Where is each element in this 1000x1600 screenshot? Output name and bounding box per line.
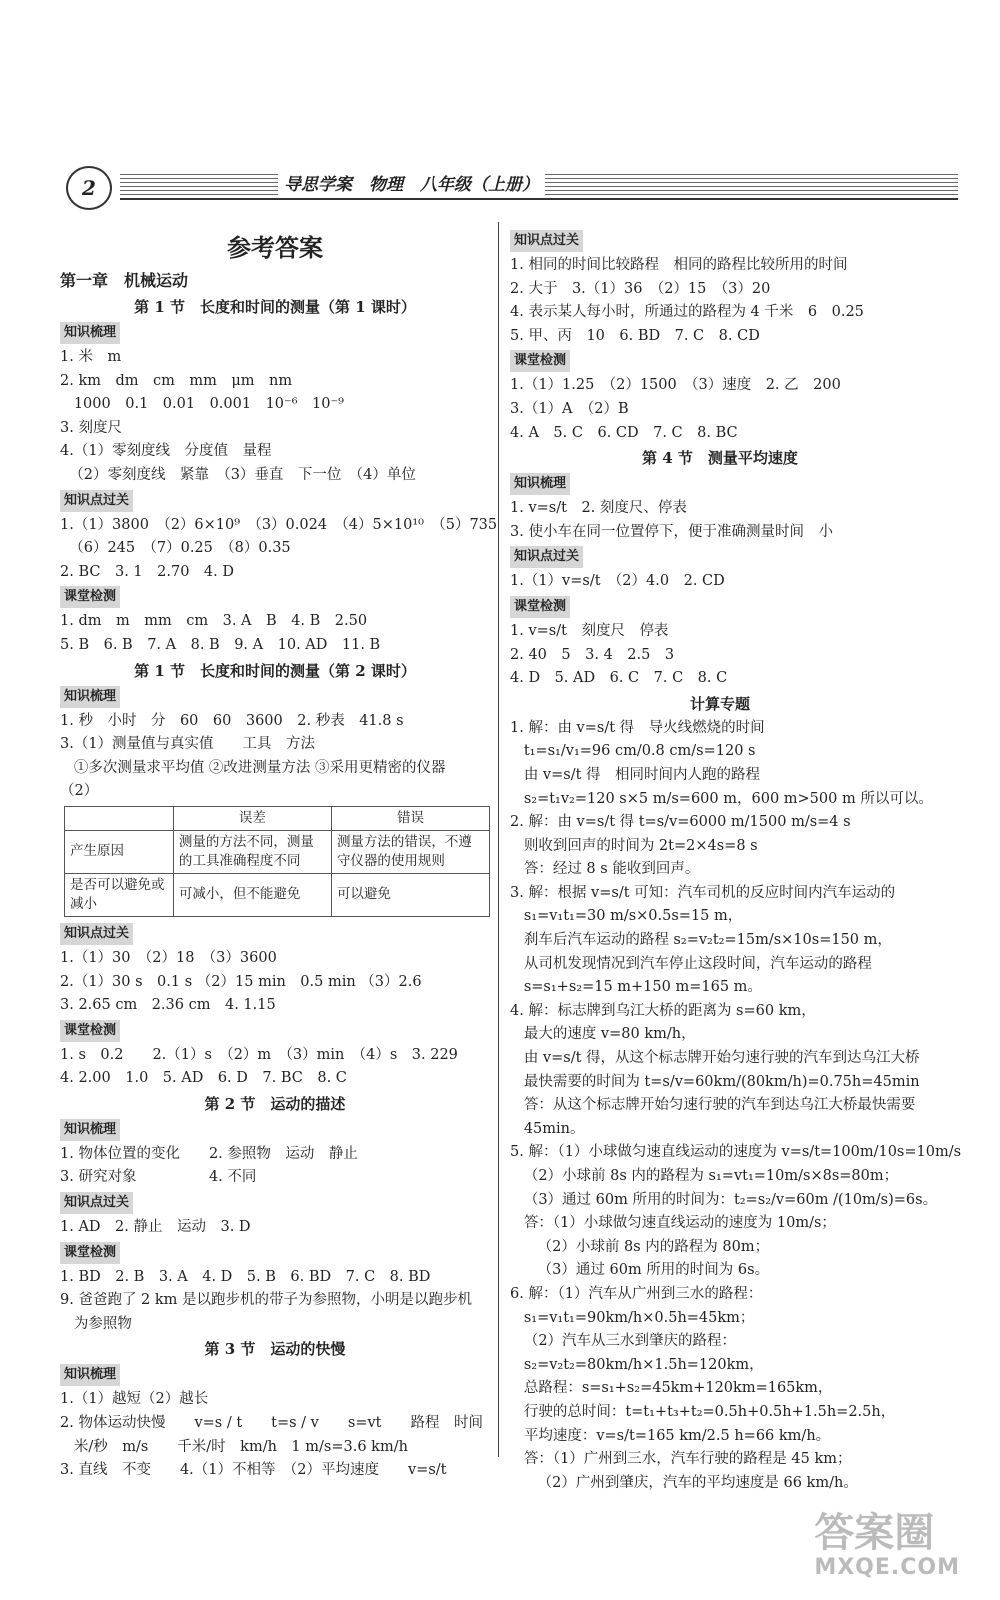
answer-line: （6）245 （7）0.25 （8）0.35 — [60, 540, 291, 557]
book-title: 导思学案 物理 八年级（上册） — [278, 170, 545, 195]
answer-line: 1. 相同的时间比较路程 相同的路程比较所用的时间 — [510, 257, 848, 273]
page-header — [60, 160, 960, 212]
answer-line: （2）小球前 8s 内的路程为 s₁=vt₁=10m/s×8s=80m； — [510, 1168, 899, 1184]
answer-line: 2. 40 5 3. 4 2.5 3 — [510, 646, 675, 663]
answer-line: 4. 解：标志牌到乌江大桥的距离为 s=60 km， — [510, 1002, 816, 1019]
answer-line: 3.（1）A （2）B — [510, 400, 629, 417]
answer-line: 3. 直线 不变 4.（1）不相等 （2）平均速度 v=s/t — [60, 1462, 447, 1479]
answer-line: 总路程：s=s₁+s₂=45km+120km=165km， — [510, 1380, 833, 1397]
section-tag: 知识梳理 — [60, 1364, 120, 1386]
section-tag: 知识点过关 — [510, 230, 583, 252]
answer-line: （2）广州到肇庆，汽车的平均速度是 66 km/h。 — [510, 1474, 858, 1491]
section-tag: 课堂检测 — [60, 1020, 120, 1042]
answer-line: 3. 解：根据 v=s/t 可知：汽车司机的反应时间内汽车运动的 — [510, 884, 896, 901]
chapter-heading: 第一章 机械运动 — [60, 271, 189, 290]
answer-line: 从司机发现情况到汽车停止这段时间，汽车运动的路程 — [510, 955, 872, 972]
answer-line: 4. 表示某人每小时，所通过的路程为 4 千米 6 0.25 — [510, 304, 864, 321]
table-header-cell: 错误 — [331, 806, 489, 830]
answer-line: 1. 解：由 v=s/t 得 导火线燃烧的时间 — [510, 719, 765, 736]
answer-line: 1000 0.1 0.01 0.001 10⁻⁶ 10⁻⁹ — [60, 396, 344, 413]
section-tag: 知识点过关 — [60, 923, 133, 945]
answer-line: 5. 甲、丙 10 6. BD 7. C 8. CD — [510, 327, 760, 344]
table-row — [65, 830, 490, 873]
answer-line: 2. km dm cm mm μm nm — [60, 372, 293, 389]
table-row — [65, 873, 490, 916]
answer-line: 3. 使小车在同一位置停下，便于准确测量时间 小 — [510, 523, 833, 540]
answer-line: s=s₁+s₂=15 m+150 m=165 m。 — [510, 979, 762, 996]
answer-line: ①多次测量求平均值 ②改进测量方法 ③采用更精密的仪器 — [60, 759, 446, 776]
table-cell: 测量的方法不同，测量的工具准确程度不同 — [173, 830, 331, 873]
answer-line: 1. dm m mm cm 3. A B 4. B 2.50 — [60, 613, 368, 630]
section-tag: 课堂检测 — [510, 350, 570, 372]
answer-line: 1. v=s/t 刻度尺 停表 — [510, 622, 669, 639]
section-heading: 计算专题 — [689, 694, 750, 713]
answer-line: 1.（1）v=s/t （2）4.0 2. CD — [510, 573, 725, 590]
answer-line: 3. 2.65 cm 2.36 cm 4. 1.15 — [60, 997, 276, 1014]
answer-line: 1.（1）3800 （2）6×10⁹ （3）0.024 （4）5×10¹⁰ （5）735 — [60, 516, 498, 533]
answer-line: 4. A 5. C 6. CD 7. C 8. BC — [510, 424, 738, 441]
answer-line: 9. 爸爸跑了 2 km 是以跑步机的带子为参照物，小明是以跑步机 — [60, 1292, 473, 1309]
table-cell: 可减小，但不能避免 — [173, 873, 331, 916]
answer-line: 2. BC 3. 1 2.70 4. D — [60, 563, 234, 580]
answer-line: 刹车后汽车运动的路程 s₂=v₂t₂=15m/s×10s=150 m， — [510, 932, 892, 949]
section-heading: 第 4 节 测量平均速度 — [642, 449, 798, 468]
answer-line: 6. 解：（1）汽车从广州到三水的路程： — [510, 1285, 763, 1302]
column-divider — [498, 222, 499, 1457]
right-column — [510, 228, 962, 1495]
answer-line: 2.（1）30 s 0.1 s （2）15 min 0.5 min （3）2.6 — [60, 973, 422, 990]
answer-line: 1. 物体位置的变化 2. 参照物 运动 静止 — [60, 1145, 358, 1162]
page-title: 参考答案 — [227, 233, 323, 262]
answer-line: 3. 研究对象 4. 不同 — [60, 1169, 257, 1186]
table-header-cell — [65, 806, 174, 830]
answer-line: 2. 解：由 v=s/t 得 t=s/v=6000 m/1500 m/s=4 s — [510, 814, 851, 831]
answer-line: 5. B 6. B 7. A 8. B 9. A 10. AD 11. B — [60, 636, 381, 653]
answer-line: （2）零刻度线 紧靠 （3）垂直 下一位 （4）单位 — [60, 466, 416, 483]
answer-line: 1. 秒 小时 分 60 60 3600 2. 秒表 41.8 s — [60, 712, 404, 729]
answer-line: 为参照物 — [60, 1315, 132, 1332]
section-tag: 知识点过关 — [60, 490, 133, 512]
section-tag: 知识梳理 — [60, 322, 120, 344]
answer-line: 答：经过 8 s 能收到回声。 — [510, 861, 700, 878]
answer-line: 答：从这个标志牌开始匀速行驶的汽车到达乌江大桥最快需要 — [510, 1097, 916, 1114]
section-tag: 课堂检测 — [60, 1242, 120, 1264]
answer-line: 4. 2.00 1.0 5. AD 6. D 7. BC 8. C — [60, 1070, 347, 1087]
answer-line: 4. D 5. AD 6. C 7. C 8. C — [510, 670, 728, 687]
section-heading: 第 2 节 运动的描述 — [204, 1094, 346, 1113]
answer-line: 2. 大于 3.（1）36 （2）15 （3）20 — [510, 280, 771, 297]
section-heading: 第 1 节 长度和时间的测量（第 1 课时） — [134, 298, 416, 316]
page-number: 2 — [66, 166, 112, 210]
answer-line: 4.（1）零刻度线 分度值 量程 — [60, 443, 272, 460]
answer-line: s₂=v₂t₂=80km/h×1.5h=120km， — [510, 1356, 764, 1373]
answer-line: 答：（1）小球做匀速直线运动的速度为 10m/s； — [510, 1215, 836, 1232]
answer-line: s₁=v₁t₁=30 m/s×0.5s=15 m， — [510, 908, 743, 925]
table-cell: 测量方法的错误，不遵守仪器的使用规则 — [331, 830, 489, 873]
section-heading: 第 1 节 长度和时间的测量（第 2 课时） — [134, 661, 416, 680]
answer-line: t₁=s₁/v₁=96 cm/0.8 cm/s=120 s — [510, 743, 756, 760]
error-comparison-table — [64, 806, 490, 917]
answer-line: （2）小球前 8s 内的路程为 80m； — [510, 1238, 770, 1255]
table-cell: 产生原因 — [65, 830, 174, 873]
answer-line: 1.（1）越短（2）越长 — [60, 1391, 209, 1408]
table-header-cell: 误差 — [173, 806, 331, 830]
answer-line: 1.（1）1.25 （2）1500 （3）速度 2. 乙 200 — [510, 377, 841, 394]
answer-line: 2. 物体运动快慢 v=s / t t=s / v s=vt 路程 时间 — [60, 1415, 483, 1432]
answer-line: 1. v=s/t 2. 刻度尺、停表 — [510, 500, 687, 517]
table-cell: 是否可以避免或减小 — [65, 873, 174, 916]
answer-line: 则收到回声的时间为 2t=2×4s=8 s — [510, 837, 758, 854]
section-heading: 第 3 节 运动的快慢 — [204, 1340, 346, 1359]
answer-line: 3.（1）测量值与真实值 工具 方法 — [60, 736, 316, 753]
section-tag: 知识点过关 — [510, 546, 583, 568]
section-tag: 知识梳理 — [60, 686, 120, 708]
answer-line: （2）汽车从三水到肇庆的路程： — [510, 1333, 737, 1350]
answer-line: 45min。 — [510, 1120, 585, 1137]
section-tag: 知识梳理 — [60, 1119, 120, 1141]
answer-line: 由 v=s/t 得，从这个标志牌开始匀速行驶的汽车到达乌江大桥 — [510, 1050, 920, 1067]
answer-line: 答：（1）广州到三水，汽车行驶的路程是 45 km； — [510, 1451, 852, 1468]
left-column — [60, 228, 498, 1483]
answer-line: 米/秒 m/s 千米/时 km/h 1 m/s=3.6 km/h — [60, 1438, 408, 1455]
answer-line: 1. AD 2. 静止 运动 3. D — [60, 1219, 251, 1236]
answer-line: 1.（1）30 （2）18 （3）3600 — [60, 949, 277, 966]
watermark-logo: 答案圈 MXQE.COM — [814, 1510, 960, 1580]
answer-line: （3）通过 60m 所用的时间为 6s。 — [510, 1262, 770, 1279]
answer-line: 1. BD 2. B 3. A 4. D 5. B 6. BD 7. C 8. BD — [60, 1268, 431, 1285]
table-cell: 可以避免 — [331, 873, 489, 916]
answer-line: 行驶的总时间：t=t₁+t₃+t₂=0.5h+0.5h+1.5h=2.5h， — [510, 1403, 896, 1420]
section-tag: 知识梳理 — [510, 473, 570, 495]
answer-line: s₁=v₁t₁=90km/h×0.5h=45km； — [510, 1309, 755, 1326]
answer-line: 最大的速度 v=80 km/h， — [510, 1026, 696, 1043]
answer-line: （3）通过 60m 所用的时间为：t₂=s₂/v=60m /(10m/s)=6s。 — [510, 1191, 938, 1208]
answer-line: 1. 米 m — [60, 349, 122, 365]
answer-line: 最快需要的时间为 t=s/v=60km/(80km/h)=0.75h=45min — [510, 1073, 920, 1090]
answer-line: s₂=t₁v₂=120 s×5 m/s=600 m，600 m>500 m 所以可以。 — [510, 790, 933, 807]
answer-line: 由 v=s/t 得 相同时间内人跑的路程 — [510, 766, 761, 783]
answer-line: 5. 解：（1）小球做匀速直线运动的速度为 v=s/t=100m/10s=10m/s — [510, 1144, 962, 1161]
answer-line: 1. s 0.2 2.（1）s （2）m （3）min （4）s 3. 229 — [60, 1046, 458, 1063]
answer-line: 3. 刻度尺 — [60, 419, 122, 436]
section-tag: 知识点过关 — [60, 1192, 133, 1214]
section-tag: 课堂检测 — [510, 596, 570, 618]
section-tag: 课堂检测 — [60, 586, 120, 608]
answer-line: （2） — [60, 783, 99, 800]
answer-line: 平均速度：v=s/t=165 km/2.5 h=66 km/h。 — [510, 1427, 831, 1444]
